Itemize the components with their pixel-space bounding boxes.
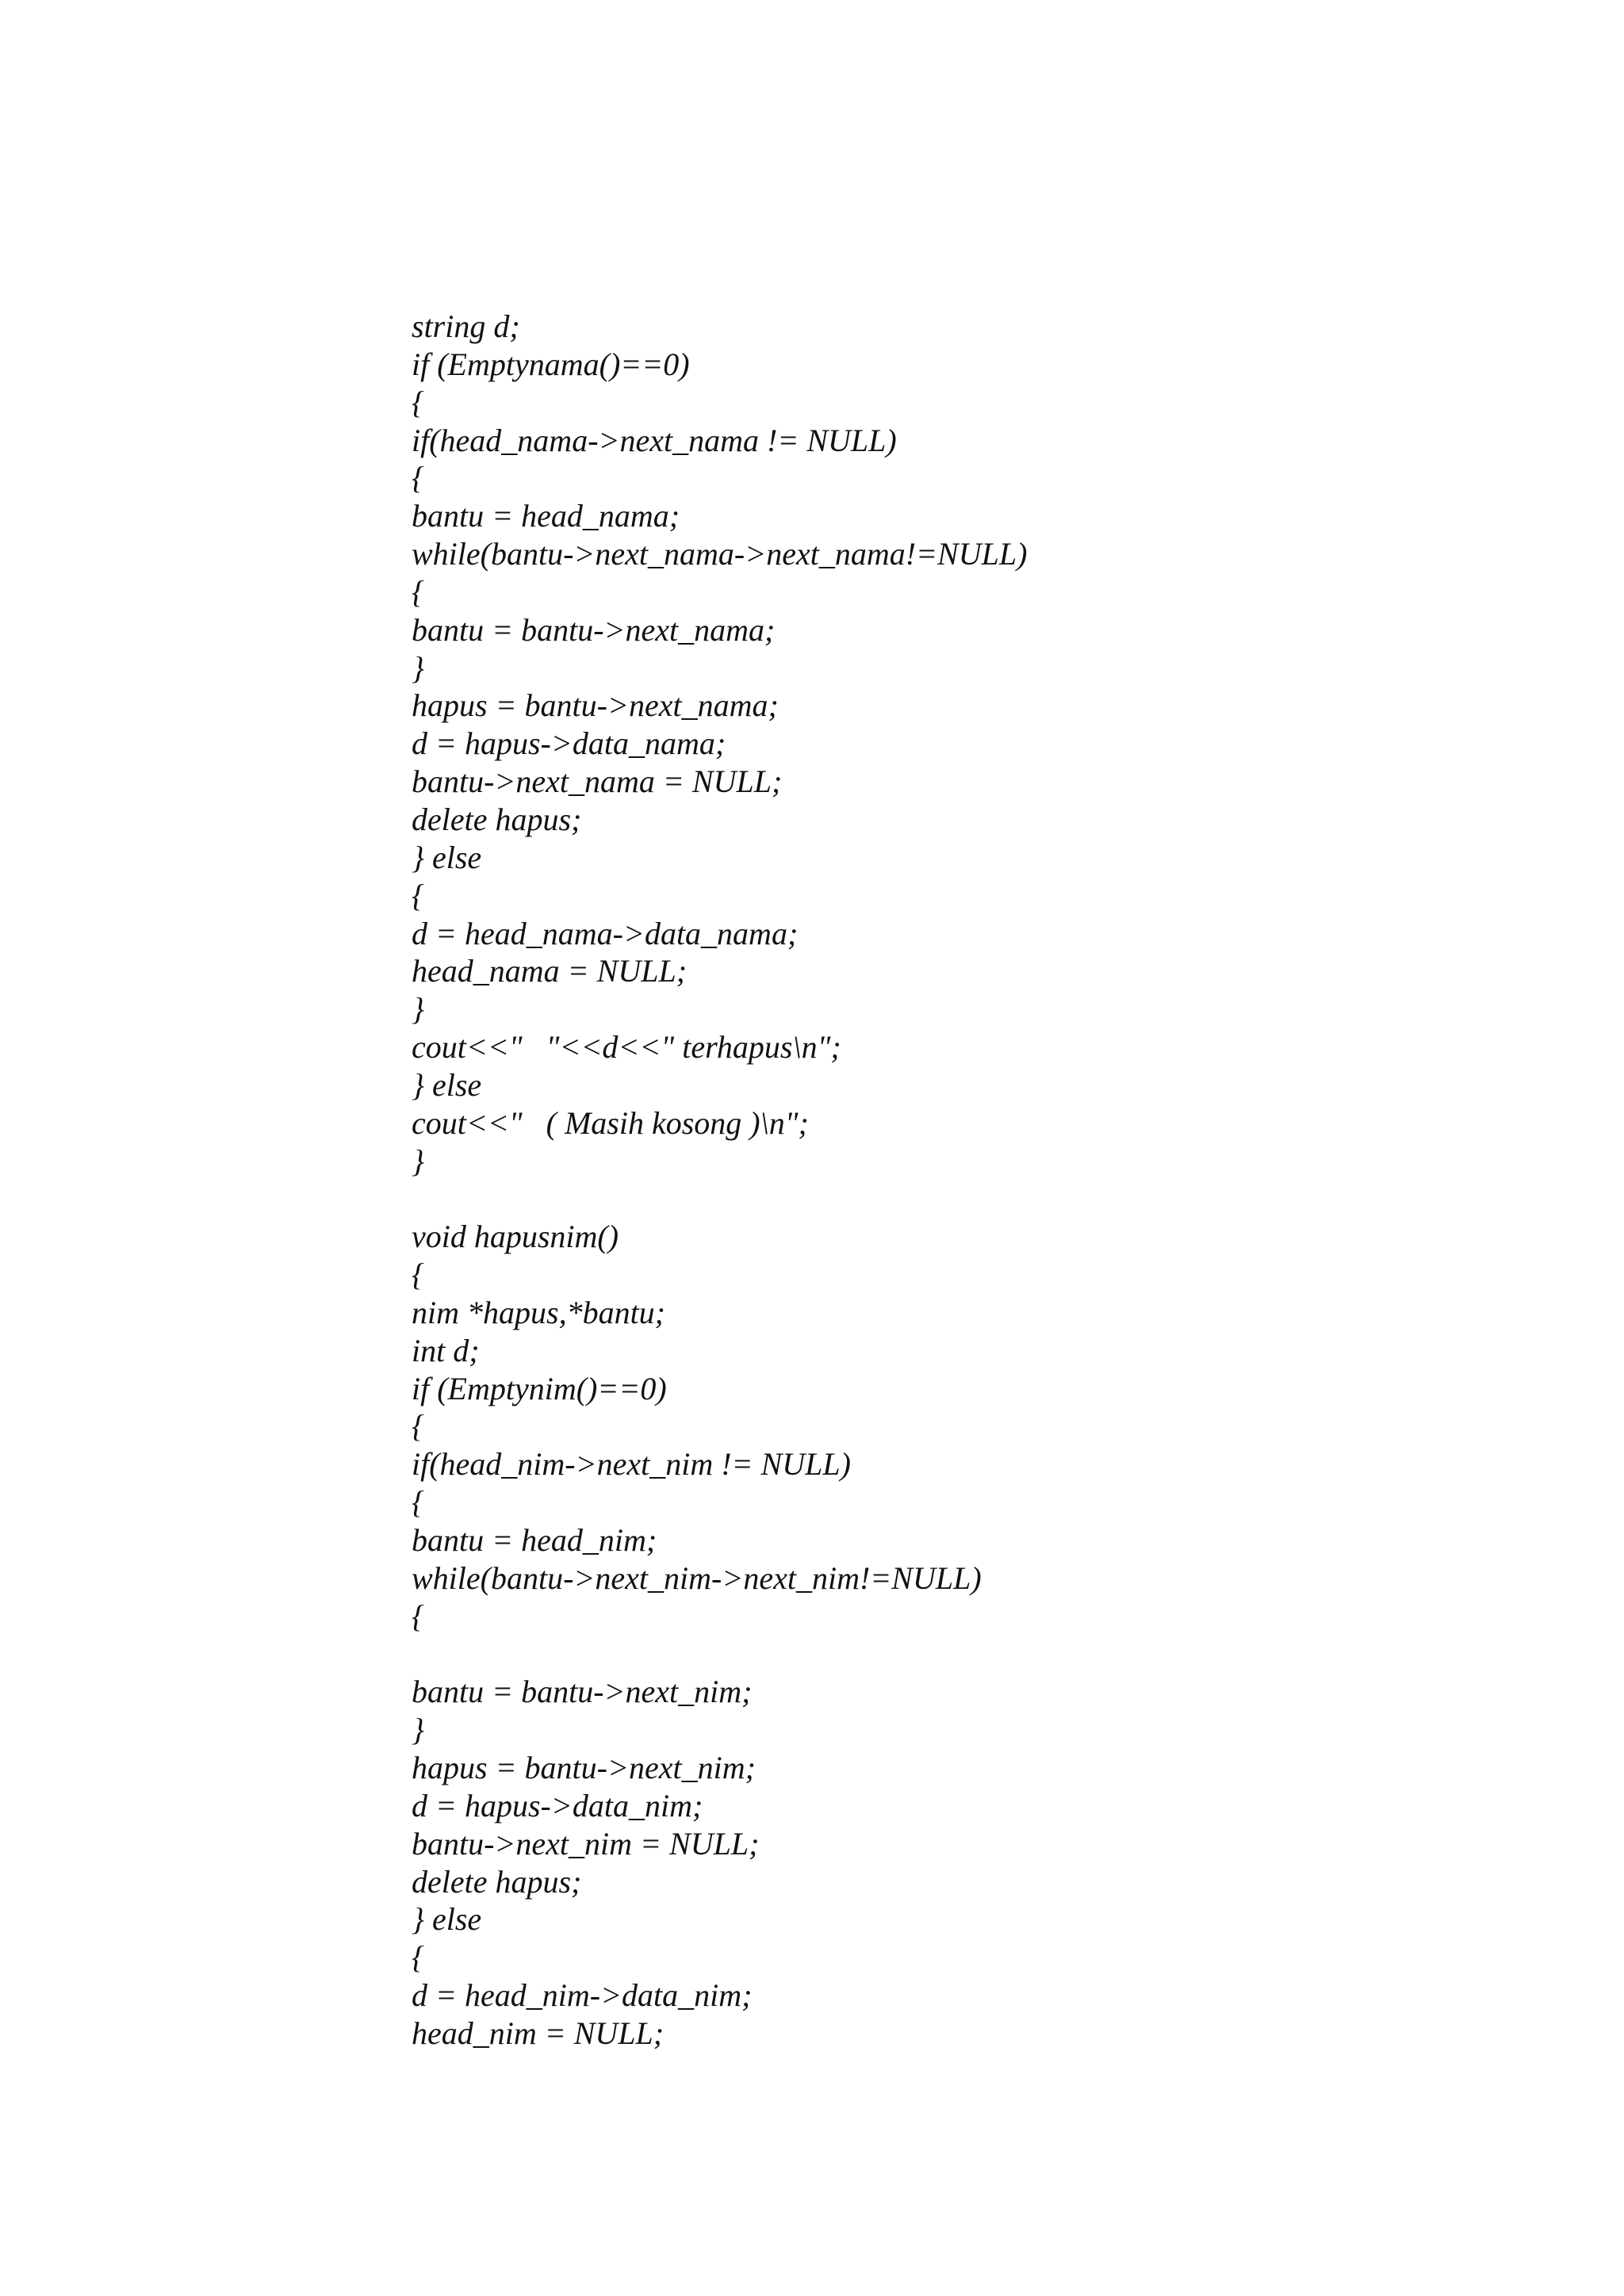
code-line: {: [412, 573, 424, 610]
code-line: {: [412, 877, 424, 913]
code-line: }: [412, 991, 424, 1027]
code-line: hapus = bantu->next_nama;: [412, 687, 779, 724]
code-line: bantu = head_nama;: [412, 498, 680, 534]
code-line: while(bantu->next_nama->next_nama!=NULL): [412, 536, 1028, 572]
code-line: cout<<" "<<d<<" terhapus\n";: [412, 1029, 841, 1066]
code-line: {: [412, 1939, 424, 1976]
code-line: {: [412, 1598, 424, 1634]
code-line: d = head_nim->data_nim;: [412, 1977, 753, 2014]
code-line: head_nim = NULL;: [412, 2015, 665, 2051]
code-line: bantu = bantu->next_nim;: [412, 1674, 753, 1710]
code-line: d = hapus->data_nama;: [412, 725, 726, 762]
code-line: if (Emptynama()==0): [412, 346, 690, 382]
code-line: if(head_nim->next_nim != NULL): [412, 1446, 851, 1483]
code-line: delete hapus;: [412, 801, 582, 837]
code-line: {: [412, 1408, 424, 1445]
code-line: d = head_nama->data_nama;: [412, 915, 799, 951]
code-line: void hapusnim(): [412, 1219, 619, 1255]
code-line: [412, 1636, 1442, 1674]
code-line: if (Emptynim()==0): [412, 1370, 667, 1406]
code-line: nim *hapus,*bantu;: [412, 1294, 665, 1330]
code-line: bantu = bantu->next_nama;: [412, 611, 776, 648]
code-line: }: [412, 649, 424, 686]
code-line: delete hapus;: [412, 1863, 582, 1900]
code-line: head_nama = NULL;: [412, 953, 688, 989]
code-line: }: [412, 1142, 424, 1179]
code-line: cout<<" ( Masih kosong )\n";: [412, 1104, 809, 1141]
code-line: int d;: [412, 1332, 480, 1368]
code-line: {: [412, 384, 424, 420]
code-line: }: [412, 1712, 424, 1748]
code-listing: [412, 308, 1442, 2053]
code-line: {: [412, 460, 424, 496]
code-line: bantu->next_nama = NULL;: [412, 763, 783, 800]
code-line: bantu->next_nim = NULL;: [412, 1825, 760, 1862]
code-line: string d;: [412, 308, 520, 344]
code-line: {: [412, 1484, 424, 1521]
code-line: } else: [412, 839, 482, 875]
code-line: {: [412, 1257, 424, 1293]
code-line: } else: [412, 1901, 482, 1938]
code-line: } else: [412, 1066, 482, 1103]
code-line: hapus = bantu->next_nim;: [412, 1750, 756, 1786]
code-line: d = hapus->data_nim;: [412, 1787, 703, 1823]
code-line: if(head_nama->next_nama != NULL): [412, 422, 897, 458]
code-line: [412, 1180, 1442, 1218]
code-line: while(bantu->next_nim->next_nim!=NULL): [412, 1559, 982, 1596]
code-line: bantu = head_nim;: [412, 1522, 657, 1558]
